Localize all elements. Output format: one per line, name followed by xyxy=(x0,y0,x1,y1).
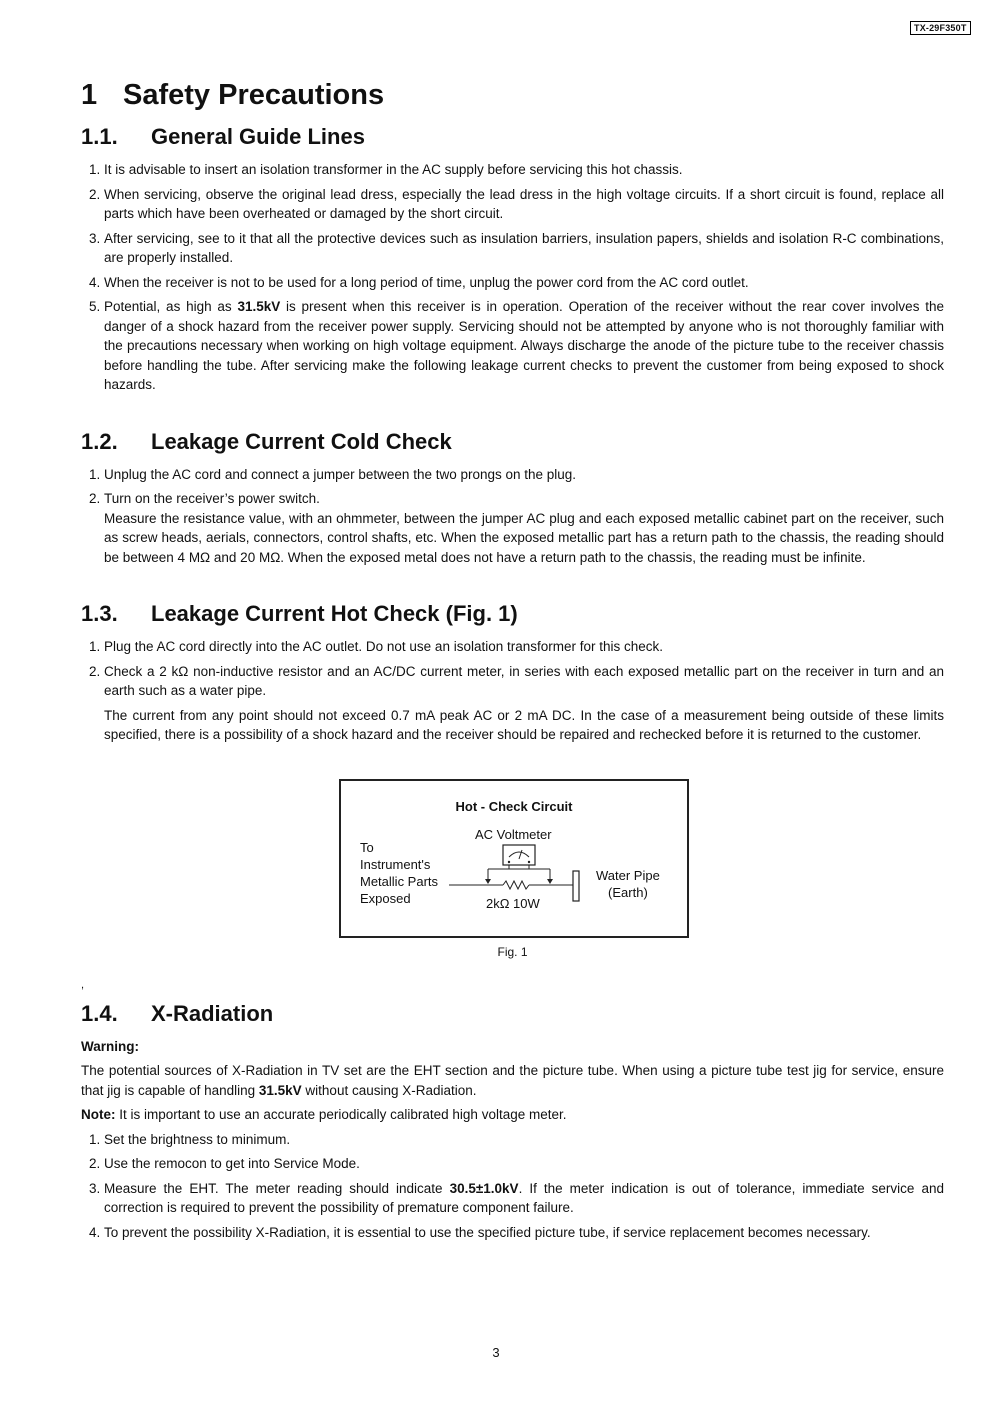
list-item: 1. Unplug the AC cord and connect a jumper between the two prongs on the plug. xyxy=(89,466,577,482)
model-number-badge: TX-29F350T xyxy=(910,21,971,35)
warning-text: The potential sources of X-Radiation in TV set are the EHT section and the picture tube. When using a picture tube test jig for service, ensure that jig is capable of handling 31.5kV without causing X-Radiation. xyxy=(81,1063,944,1098)
list-item: 1. Plug the AC cord directly into the AC outlet. Do not use an isolation transformer for this check. xyxy=(89,639,664,654)
list-item: 2. Check a 2 kΩ non-inductive resistor and an AC/DC current meter, in series with each exposed metallic part on the receiver in turn and an earth such as a water pipe. xyxy=(89,663,944,698)
section-heading-cold-check: 1.2. Leakage Current Cold Check xyxy=(81,428,452,454)
water-pipe-icon xyxy=(573,871,579,901)
section-heading-general-guide-lines: 1.1. General Guide Lines xyxy=(81,124,365,149)
page-title: 1 Safety Precautions xyxy=(81,79,385,111)
page-number: 3 xyxy=(492,1345,500,1360)
circuit-schematic xyxy=(341,781,687,936)
list-item: 1. It is advisable to insert an isolation transformer in the AC supply before servicing this hot chassis. xyxy=(89,162,683,177)
figure-caption: Fig. 1 xyxy=(497,944,528,959)
voltmeter-icon xyxy=(503,845,535,865)
section-heading-x-radiation: 1.4. X-Radiation xyxy=(81,1000,274,1026)
list-item: 4. To prevent the possibility X-Radiation, it is essential to use the specified picture tube, if service replacement becomes necessary. xyxy=(89,1224,871,1240)
hot-check-circuit-diagram xyxy=(339,779,689,938)
stray-mark: , xyxy=(81,978,85,991)
list-item: 2. Turn on the receiver’s power switch. Measure the resistance value, with an ohmmeter, between the jumper AC plug and each exposed metallic cabinet part on the receiver, such as screw heads, aerials, connectors, control shafts, etc. When the exposed metallic part has a return path to the chassis, the reading should be between 4 MΩ and 20 MΩ. When the exposed metal does not have a return path to the chassis, the reading must be infinite. xyxy=(89,491,944,565)
section-heading-hot-check: 1.3. Leakage Current Hot Check (Fig. 1) xyxy=(81,601,518,626)
list-item: 5. Potential, as high as 31.5kV is present when this receiver is in operation. Operation of the receiver without the rear cover involves the danger of a shock hazard from the receiver power supply. Servicing should not be attempted by anyone who is not thoroughly familiar with the precautions necessary when working on high voltage equipment. Always discharge the anode of the picture tube to the receiver chassis before handling the tube. After servicing make the following leakage current checks to prevent the customer from being exposed to shock hazards. xyxy=(89,299,944,392)
note-text: Note: It is important to use an accurate periodically calibrated high voltage meter. xyxy=(81,1107,567,1122)
figure-hot-check xyxy=(81,779,944,999)
document-body xyxy=(81,74,944,1247)
list-item: 1. Set the brightness to minimum. xyxy=(89,1131,291,1147)
list-item: 2. When servicing, observe the original lead dress, especially the lead dress in the high voltage circuits. If a short circuit is found, replace all parts which have been overheated or damaged by the short circuit. xyxy=(89,186,944,221)
meter-label: AC Voltmeter xyxy=(475,826,552,842)
x-radiation-list xyxy=(81,1130,944,1243)
resistor-label: 2kΩ 10W xyxy=(486,895,540,911)
list-item: 3. After servicing, see to it that all the protective devices such as insulation barriers, insulation papers, shields and isolation R-C combinations, are properly installed. xyxy=(89,230,944,265)
warning-label: Warning: xyxy=(81,1038,139,1054)
list-item: 4. When the receiver is not to be used for a long period of time, unplug the power cord from the AC cord outlet. xyxy=(89,274,749,290)
left-label: To Instrument's Metallic Parts Exposed xyxy=(360,839,439,906)
hot-check-list xyxy=(81,637,944,745)
figure-title: Hot - Check Circuit xyxy=(455,798,573,814)
list-item: 3. Measure the EHT. The meter reading should indicate 30.5±1.0kV. If the meter indication is out of tolerance, immediate service and correction is required to prevent the possibility of premature component failure. xyxy=(89,1180,944,1215)
list-item-note: The current from any point should not exceed 0.7 mA peak AC or 2 mA DC. In the case of a measurement being outside of these limits specified, there is a possibility of a shock hazard and the receiver should be repaired and rechecked before it is returned to the customer. xyxy=(104,707,944,742)
right-label: Water Pipe (Earth) xyxy=(596,867,660,900)
cold-check-list xyxy=(81,465,944,568)
list-item: 2. Use the remocon to get into Service Mode. xyxy=(89,1156,360,1171)
guide-lines-list xyxy=(81,160,944,395)
resistor-icon xyxy=(503,881,529,889)
